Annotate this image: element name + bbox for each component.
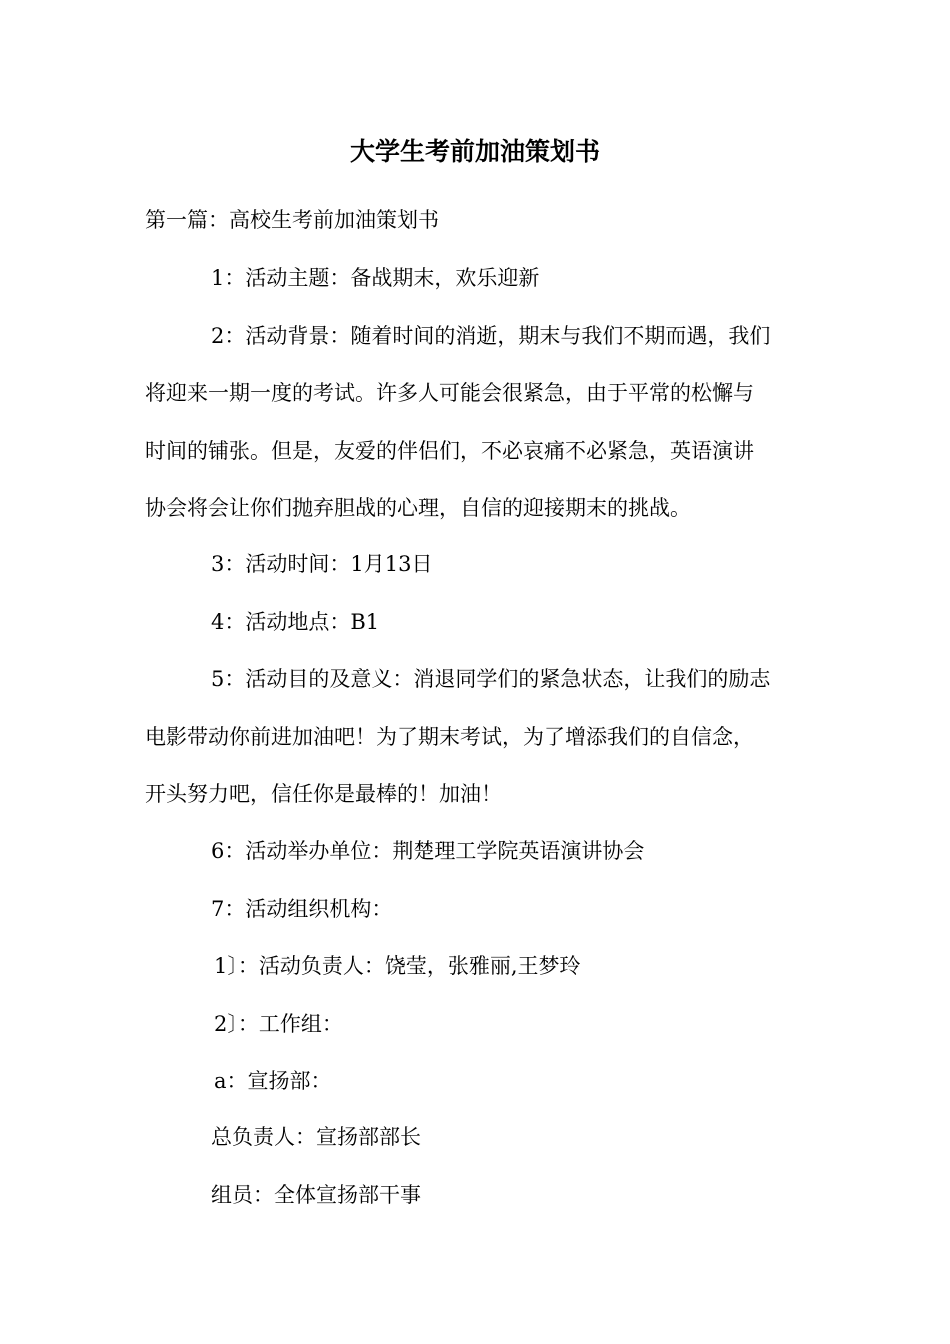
activity-organizer: 6：活动举办单位：荆楚理工学院英语演讲协会	[211, 839, 645, 863]
activity-organization-heading: 7：活动组织机构：	[211, 897, 393, 921]
activity-purpose-line-1: 5：活动目的及意义：消退同学们的紧急状态，让我们的励志	[211, 667, 771, 691]
activity-background-line-2: 将迎来一期一度的考试。许多人可能会很紧急，由于平常的松懈与	[145, 381, 754, 405]
activity-location: 4：活动地点：B1	[211, 610, 380, 634]
working-group-heading: 2〕：工作组：	[214, 1012, 343, 1036]
section-heading: 第一篇：高校生考前加油策划书	[145, 208, 439, 232]
publicity-department-leader: 总负责人：宣扬部部长	[211, 1125, 421, 1149]
activity-time: 3：活动时间：1月13日	[211, 552, 433, 576]
activity-background-line-1: 2：活动背景：随着时间的消逝，期末与我们不期而遇，我们	[211, 324, 771, 348]
activity-purpose-line-2: 电影带动你前进加油吧！为了期末考试，为了增添我们的自信念，	[145, 725, 754, 749]
publicity-department-members: 组员：全体宣扬部干事	[211, 1183, 421, 1207]
publicity-department-heading: a：宣扬部：	[214, 1069, 332, 1093]
activity-purpose-line-3: 开头努力吧，信任你是最棒的！加油！	[145, 782, 502, 806]
document-title: 大学生考前加油策划书	[349, 137, 600, 166]
activity-background-line-4: 协会将会让你们抛弃胆战的心理，自信的迎接期末的挑战。	[145, 496, 691, 520]
activity-leaders: 1〕：活动负责人：饶莹，张雅丽,王梦玲	[214, 954, 581, 978]
activity-theme: 1：活动主题：备战期末，欢乐迎新	[211, 266, 540, 290]
activity-background-line-3: 时间的铺张。但是，友爱的伴侣们，不必哀痛不必紧急，英语演讲	[145, 439, 754, 463]
